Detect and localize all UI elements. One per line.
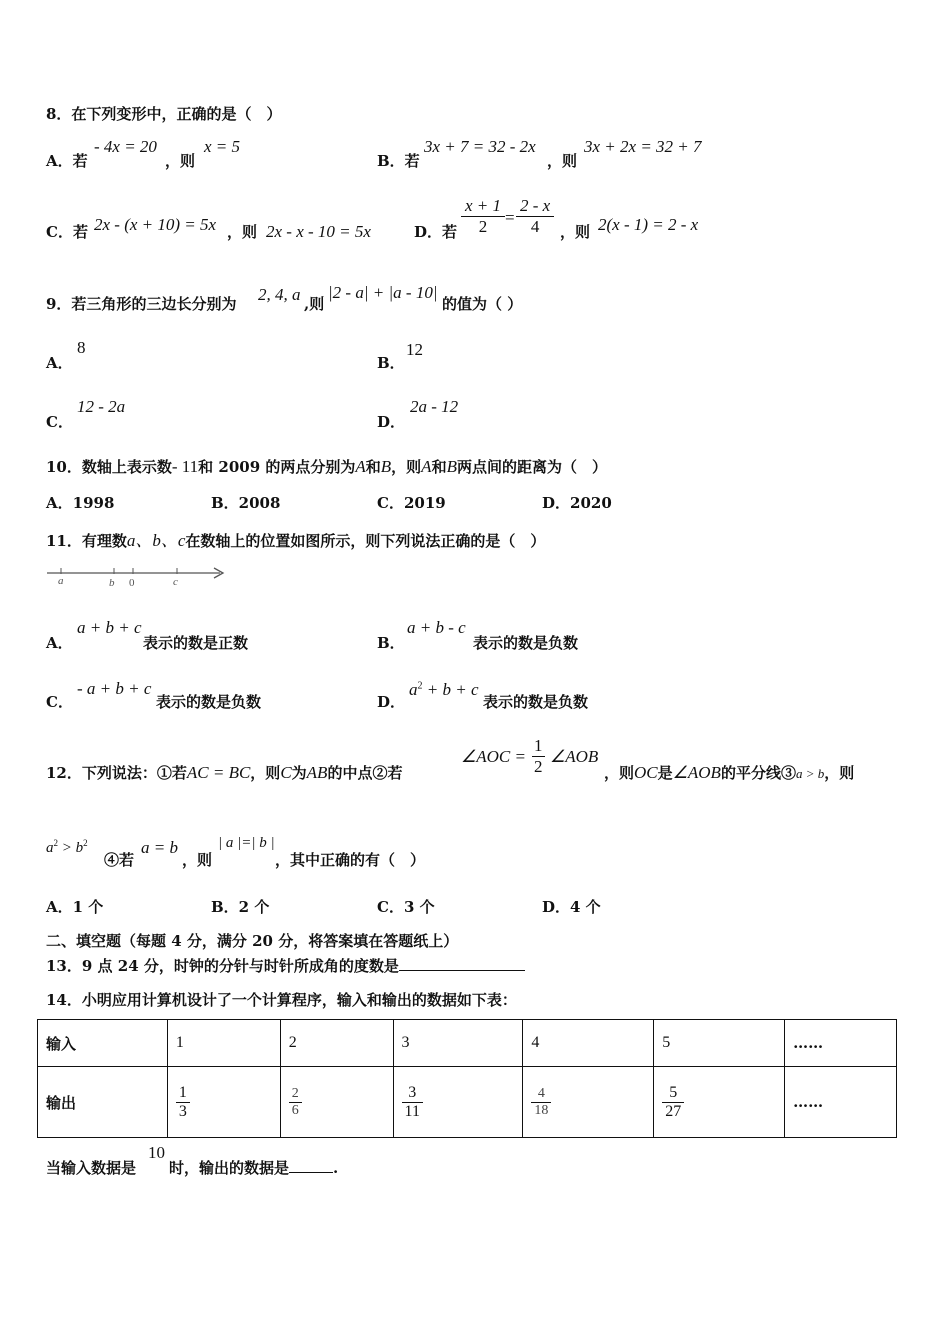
q8-option-c-then: ，则	[227, 223, 258, 241]
m8-mid: > b	[58, 840, 84, 856]
q8-option-b-eq2: 3x + 2x = 32 + 7	[584, 137, 702, 156]
expr-rest: + b + c	[422, 680, 479, 699]
q13-text: 13．9 点 24 分，时钟的分针与时针所成角的度数是	[46, 957, 399, 975]
answer-blank[interactable]	[399, 970, 525, 971]
q10-point-b: B	[380, 457, 392, 476]
fraction-denominator: 2	[534, 757, 543, 776]
q10-option-b: B．2008	[211, 494, 281, 512]
output-cell	[167, 1067, 280, 1138]
q10-stem-e: 和	[431, 458, 447, 476]
q8-option-d-equals: =	[505, 208, 515, 227]
input-cell: 2	[280, 1020, 393, 1067]
q12-stem-g: 的平分线③	[720, 764, 796, 782]
q12-stem-f: 是	[657, 764, 673, 782]
input-cell: 1	[167, 1020, 280, 1067]
q8-option-d-label: D．若	[414, 223, 458, 241]
table-row-output	[38, 1067, 897, 1138]
q11-vars: a、b、c	[126, 531, 186, 550]
q10-option-d: D．2020	[542, 494, 612, 512]
input-cell: 4	[523, 1020, 654, 1067]
q11-option-b-expr: a + b - c	[407, 618, 466, 637]
q9-option-c-value: 12 - 2a	[77, 397, 126, 416]
q8-option-b-label: B．若	[377, 152, 420, 170]
q8-option-b-eq1: 3x + 7 = 32 - 2x	[424, 137, 536, 156]
q9-option-c-label: C．	[46, 413, 73, 431]
output-fraction	[531, 1086, 551, 1119]
q12-m10: | a |=| b |	[218, 835, 275, 851]
output-ellipsis: ……	[785, 1067, 897, 1138]
q8-option-d-eq2: 2(x - 1) = 2 - x	[598, 215, 699, 234]
q9-stem-b: ,则	[304, 295, 325, 313]
q9-stem-a: 9．若三角形的三边长分别为	[46, 295, 237, 313]
q12-option-c: C．3 个	[377, 898, 435, 916]
q8-option-d-fraction2	[516, 196, 554, 237]
q12-m2: C	[280, 763, 292, 782]
q8-option-c-label: C．若	[46, 223, 88, 241]
q10-stem-b: 和 2009 的两点分别为	[198, 458, 356, 476]
q11-option-d-expr	[409, 680, 479, 700]
q12-stem-k: ，其中正确的有（ ）	[275, 851, 426, 869]
axis-label-a: a	[58, 575, 64, 587]
answer-blank[interactable]	[289, 1172, 333, 1173]
fraction-numerator: 1	[534, 736, 543, 755]
q14-tail-value: 10	[148, 1143, 165, 1162]
q8-option-a-then: ，则	[165, 152, 196, 170]
q12-half-fraction	[532, 736, 545, 777]
q9-option-d-label: D．	[377, 413, 406, 431]
q11-option-b-label: B．	[377, 634, 405, 652]
q12-stem-i: ④若	[104, 851, 135, 869]
number-line	[44, 562, 230, 592]
expr-base: a	[409, 680, 418, 699]
q12-m1: AC = BC	[186, 763, 251, 782]
q14-tail-end: .	[333, 1159, 339, 1177]
expr-exponent: 2	[417, 680, 423, 692]
q12-stem-h: ，则	[824, 764, 855, 782]
q12-stem-line1b	[604, 762, 854, 783]
fraction-denominator: 3	[176, 1102, 190, 1121]
q10-stem-c: 和	[365, 458, 381, 476]
q9-option-a-label: A．	[46, 354, 73, 372]
q10-stem	[46, 456, 607, 477]
q12-stem-d: 的中点②若	[327, 764, 403, 782]
q12-stem-c: 为	[291, 764, 307, 782]
output-cell	[523, 1067, 654, 1138]
q12-m7: a > b	[795, 766, 825, 781]
output-cell	[654, 1067, 785, 1138]
q8-option-d-then: ，则	[560, 223, 591, 241]
fraction-numerator: 3	[408, 1083, 417, 1101]
q12-option-a: A．1 个	[46, 898, 104, 916]
fraction-numerator: 2	[291, 1085, 299, 1101]
axis-label-0: 0	[129, 577, 135, 589]
q12-option-b: B．2 个	[211, 898, 270, 916]
q13-stem	[46, 955, 525, 976]
output-fraction	[176, 1084, 190, 1121]
q12-m8	[46, 838, 88, 857]
q10-point-b2: B	[446, 457, 457, 476]
q11-option-c-label: C．	[46, 693, 73, 711]
q11-option-a-text: 表示的数是正数	[143, 634, 249, 652]
input-ellipsis: ……	[785, 1020, 897, 1067]
q9-option-b-value: 12	[406, 340, 423, 359]
q11-option-d-label: D．	[377, 693, 406, 711]
q8-option-b-then: ，则	[547, 152, 578, 170]
input-header: 输入	[38, 1020, 168, 1067]
q14-tail-b: 时，输出的数据是	[169, 1159, 290, 1177]
q10-point-a: A	[355, 457, 366, 476]
q8-option-a-eq1: - 4x = 20	[94, 137, 157, 156]
q8-option-d-fraction1	[461, 196, 505, 237]
q11-option-b-text: 表示的数是负数	[473, 634, 579, 652]
q9-option-b-label: B．	[377, 354, 405, 372]
q9-sides: 2, 4, a	[258, 285, 301, 304]
q14-stem: 14．小明应用计算机设计了一个计算程序，输入和输出的数据如下表：	[46, 991, 517, 1009]
output-fraction	[402, 1084, 423, 1121]
m8-a: a	[46, 840, 54, 856]
q9-stem-c: 的值为（ ）	[442, 295, 523, 313]
q10-number: - 11	[171, 457, 199, 476]
q12-m3: AB	[306, 763, 328, 782]
q8-stem: 8．在下列变形中，正确的是（ ）	[46, 105, 282, 123]
q10-option-a: A．1998	[46, 494, 115, 512]
q11-stem	[46, 526, 545, 551]
q12-m6: ∠AOB	[672, 763, 721, 782]
q10-stem-a: 10．数轴上表示数	[46, 458, 172, 476]
q11-option-a-label: A．	[46, 634, 73, 652]
fraction-denominator: 11	[402, 1102, 423, 1121]
output-fraction	[289, 1086, 302, 1119]
q10-stem-f: 两点间的距离为（ ）	[456, 458, 607, 476]
fraction-numerator: 4	[537, 1085, 545, 1101]
fraction-numerator: 1	[178, 1083, 187, 1101]
q12-m5: OC	[634, 763, 658, 782]
q12-stem-e: ，则	[604, 764, 635, 782]
q8-option-c-eq2: 2x - x - 10 = 5x	[266, 222, 371, 241]
q12-stem-b: ，则	[250, 764, 281, 782]
fraction-numerator: 5	[669, 1083, 678, 1101]
q8-option-c-eq1: 2x - (x + 10) = 5x	[94, 215, 217, 234]
q12-stem-line1	[46, 762, 402, 783]
fraction-denominator: 2	[461, 216, 505, 237]
q11-stem-b: 在数轴上的位置如图所示，则下列说法正确的是（ ）	[185, 532, 546, 550]
m8-exp1: 2	[53, 838, 58, 848]
q12-angle-left: ∠AOC =	[461, 747, 526, 766]
q14-tail	[169, 1157, 338, 1178]
m8-exp2: 2	[83, 838, 88, 848]
q10-option-c: C．2019	[377, 494, 446, 512]
input-cell: 3	[393, 1020, 523, 1067]
q9-expression: |2 - a| + |a - 10|	[328, 283, 438, 302]
output-fraction	[662, 1084, 684, 1121]
output-cell	[280, 1067, 393, 1138]
input-cell: 5	[654, 1020, 785, 1067]
table-row-input	[38, 1020, 897, 1067]
io-table	[37, 1019, 897, 1138]
q9-option-a-value: 8	[77, 338, 86, 357]
axis-label-b: b	[109, 577, 115, 589]
q14-tail-a: 当输入数据是	[46, 1159, 137, 1177]
q12-option-d: D．4 个	[542, 898, 601, 916]
q12-stem-a: 12．下列说法：①若	[46, 764, 187, 782]
fraction-denominator: 18	[531, 1102, 551, 1119]
q8-option-a-label: A．若	[46, 152, 88, 170]
output-cell	[393, 1067, 523, 1138]
fraction-denominator: 27	[662, 1102, 684, 1121]
fraction-numerator: 2 - x	[520, 196, 551, 215]
q12-stem-j: ，则	[182, 851, 213, 869]
axis-label-c: c	[173, 576, 178, 588]
q12-angle-right: ∠AOB	[550, 747, 599, 766]
output-header: 输出	[38, 1067, 168, 1138]
q11-option-d-text: 表示的数是负数	[483, 693, 589, 711]
fraction-numerator: x + 1	[465, 196, 502, 215]
q12-m9: a = b	[141, 838, 178, 857]
q8-option-a-eq2: x = 5	[204, 137, 241, 156]
q11-stem-a: 11．有理数	[46, 532, 127, 550]
q11-option-c-expr: - a + b + c	[77, 679, 152, 698]
q9-option-d-value: 2a - 12	[410, 397, 459, 416]
q10-stem-d: ，则	[391, 458, 422, 476]
q11-option-a-expr: a + b + c	[77, 618, 142, 637]
q10-point-a2: A	[421, 457, 432, 476]
fraction-denominator: 6	[289, 1102, 302, 1119]
fraction-denominator: 4	[516, 216, 554, 237]
q11-option-c-text: 表示的数是负数	[156, 693, 262, 711]
section2-title: 二、填空题（每题 4 分，满分 20 分，将答案填在答题纸上）	[46, 932, 459, 950]
